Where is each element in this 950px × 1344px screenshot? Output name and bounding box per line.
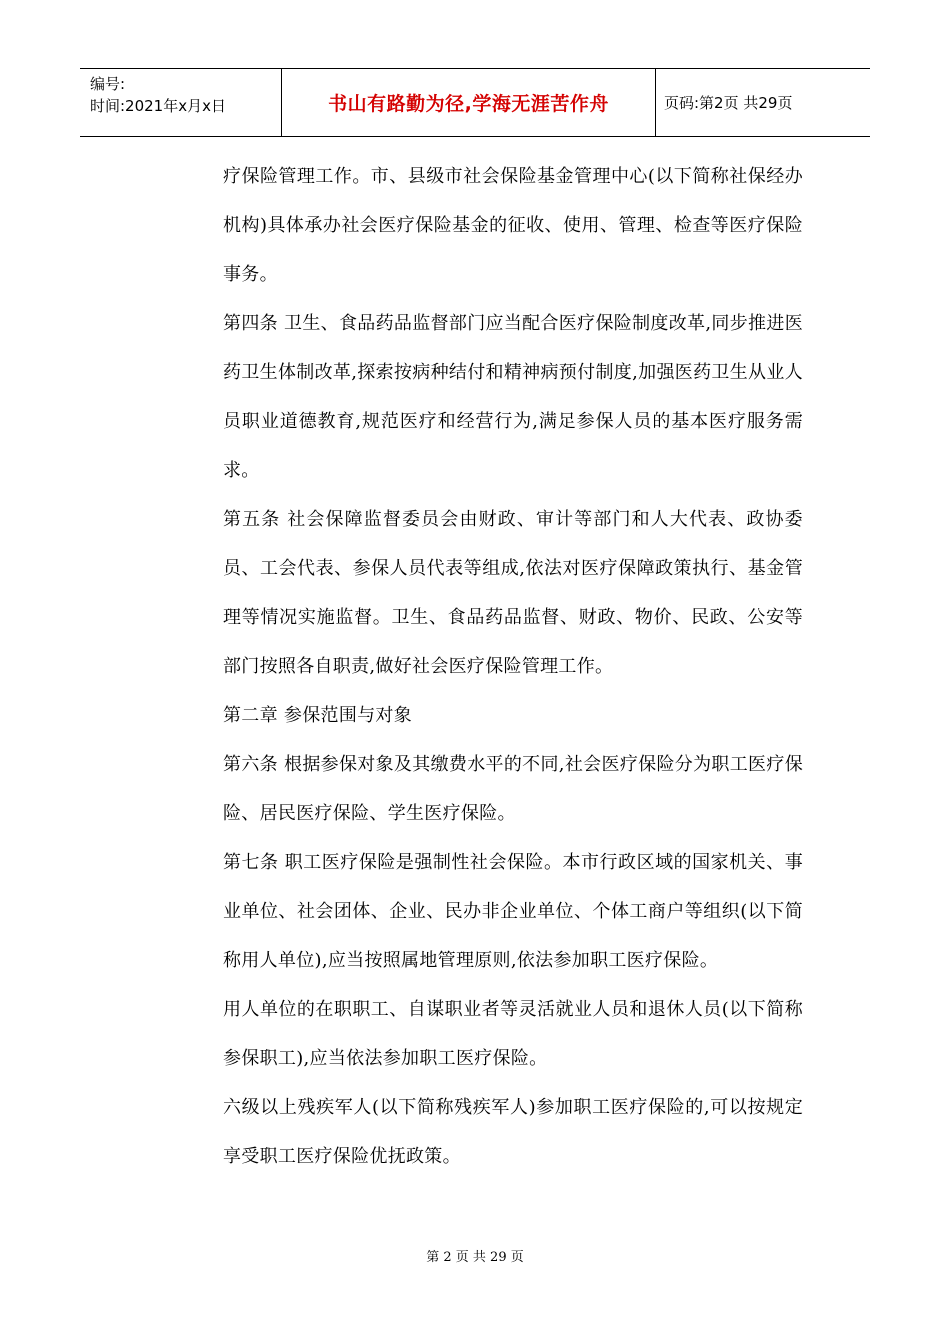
paragraph: 第六条 根据参保对象及其缴费水平的不同,社会医疗保险分为职工医疗保险、居民医疗保险、学生医疗保险。 xyxy=(223,754,803,824)
chapter-heading: 第二章 参保范围与对象 xyxy=(223,705,413,726)
document-body xyxy=(223,152,803,1181)
document-time-label: 时间:2021年x月x日 xyxy=(90,97,226,115)
header-motto: 书山有路勤为径,学海无涯苦作舟 xyxy=(282,69,656,136)
header-meta-cell xyxy=(80,69,282,136)
page-footer: 第 2 页 共 29 页 xyxy=(426,1250,524,1265)
paragraph: 用人单位的在职职工、自谋职业者等灵活就业人员和退休人员(以下简称参保职工),应当依法参加职工医疗保险。 xyxy=(223,999,803,1069)
paragraph: 六级以上残疾军人(以下简称残疾军人)参加职工医疗保险的,可以按规定享受职工医疗保险优抚政策。 xyxy=(223,1097,803,1167)
paragraph: 第七条 职工医疗保险是强制性社会保险。本市行政区域的国家机关、事业单位、社会团体、企业、民办非企业单位、个体工商户等组织(以下简称用人单位),应当按照属地管理原则,依法参加职工医疗保险。 xyxy=(223,852,803,971)
document-number-label: 编号: xyxy=(90,75,126,93)
paragraph: 疗保险管理工作。市、县级市社会保险基金管理中心(以下简称社保经办机构)具体承办社会医疗保险基金的征收、使用、管理、检查等医疗保险事务。 xyxy=(223,166,803,285)
paragraph: 第四条 卫生、食品药品监督部门应当配合医疗保险制度改革,同步推进医药卫生体制改革,探索按病种结付和精神病预付制度,加强医药卫生从业人员职业道德教育,规范医疗和经营行为,满足参保人员的基本医疗服务需求。 xyxy=(223,313,803,481)
paragraph: 第五条 社会保障监督委员会由财政、审计等部门和人大代表、政协委员、工会代表、参保人员代表等组成,依法对医疗保障政策执行、基金管理等情况实施监督。卫生、食品药品监督、财政、物价、民政、公安等部门按照各自职责,做好社会医疗保险管理工作。 xyxy=(223,509,803,677)
document-header xyxy=(80,68,870,137)
header-page-info: 页码:第2页 共29页 xyxy=(664,94,793,112)
